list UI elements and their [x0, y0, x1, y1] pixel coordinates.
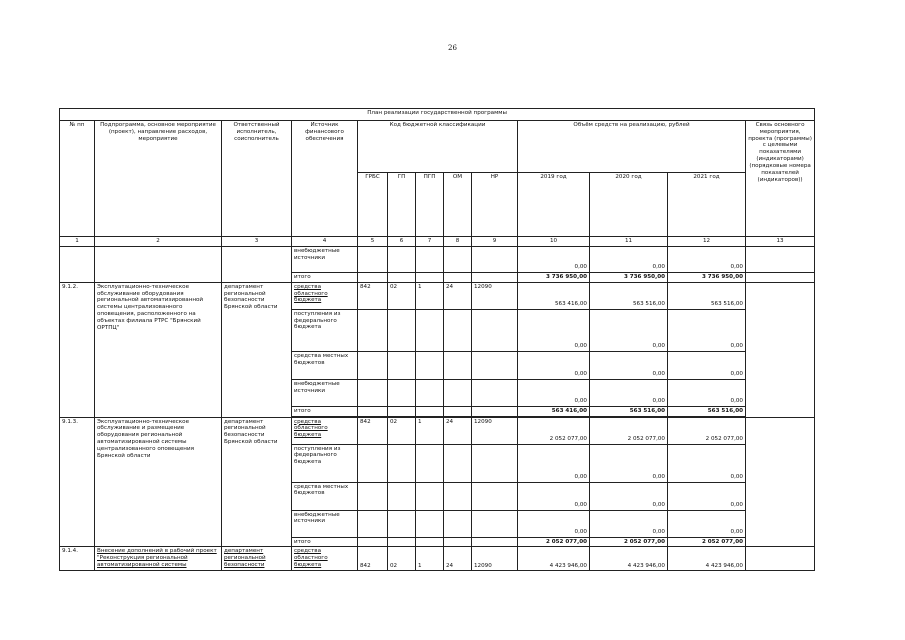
value-2020: 4 423 946,00: [590, 547, 668, 571]
col-number: 13: [746, 237, 815, 247]
source-federal: поступления из федерального бюджета: [292, 444, 358, 482]
value-2019: 2 052 077,00: [518, 417, 590, 444]
total-2019: 2 052 077,00: [518, 537, 590, 547]
value-2020: 0,00: [590, 351, 668, 379]
code-pgp: 1: [416, 282, 444, 309]
source-local: средства местных бюджетов: [292, 482, 358, 510]
item-executor: департамент региональной безопасности: [222, 547, 292, 571]
header-executor: Ответственный исполнитель, соисполнитель: [222, 121, 292, 237]
col-number: 9: [472, 237, 518, 247]
code-om: 24: [444, 417, 472, 444]
table-row: [60, 247, 815, 273]
item-description: Эксплуатационно-техническое обслуживание оборудования региональной автоматизированной системы централизованного оповещения, расположенного на объектах филиала РТРС "Брянский ОРТПЦ": [95, 282, 222, 417]
col-number: 4: [292, 237, 358, 247]
total-2020: 3 736 950,00: [590, 273, 668, 283]
value-2019: 0,00: [518, 351, 590, 379]
code-om: 24: [444, 282, 472, 309]
col-number: 10: [518, 237, 590, 247]
column-numbers-row: [60, 237, 815, 247]
header-grbs: ГРБС: [358, 173, 388, 237]
code-grbs: 842: [358, 282, 388, 309]
header-om: ОМ: [444, 173, 472, 237]
code-nr: 12090: [472, 282, 518, 309]
value-2021: 4 423 946,00: [668, 547, 746, 571]
col-number: 7: [416, 237, 444, 247]
item-executor: департамент региональной безопасности Брянской области: [222, 417, 292, 547]
code-om: 24: [444, 547, 472, 571]
code-nr: 12090: [472, 417, 518, 444]
code-pgp: 1: [416, 417, 444, 444]
value-2020: 0,00: [590, 482, 668, 510]
table-row: [60, 417, 815, 444]
source-extra: внебюджетные источники: [292, 247, 358, 273]
value-2020: 0,00: [590, 444, 668, 482]
header-volume: Объём средств на реализацию, рублей: [518, 121, 746, 173]
item-number: 9.1.2.: [60, 282, 95, 417]
source-total: итого: [292, 537, 358, 547]
header-link: Связь основного мероприятия, проекта (программы) с целевыми показателями (индикаторами) (порядковые номера показателей (индикаторов)): [746, 121, 815, 237]
total-2019: 563 416,00: [518, 406, 590, 416]
plan-table: [59, 108, 815, 571]
value-2020: 0,00: [590, 309, 668, 351]
source-regional: средства областного бюджета: [292, 547, 358, 571]
value-2020: 2 052 077,00: [590, 417, 668, 444]
value-2019: 0,00: [518, 444, 590, 482]
source-regional: средства областного бюджета: [292, 417, 358, 444]
item-description: Эксплуатационно-техническое обслуживание и размещение оборудования региональной автоматизированной системы централизованного оповещения Брянской области: [95, 417, 222, 547]
item-number: 9.1.3.: [60, 417, 95, 547]
col-number: 6: [388, 237, 416, 247]
value-2019: 0,00: [518, 510, 590, 537]
total-2019: 3 736 950,00: [518, 273, 590, 283]
total-2020: 2 052 077,00: [590, 537, 668, 547]
value-2019: 4 423 946,00: [518, 547, 590, 571]
header-nr: НР: [472, 173, 518, 237]
code-gp: 02: [388, 282, 416, 309]
value-2021: 563 516,00: [668, 282, 746, 309]
value-2021: 0,00: [668, 444, 746, 482]
source-regional: средства областного бюджета: [292, 282, 358, 309]
value-2020: 563 516,00: [590, 282, 668, 309]
page-number: 26: [448, 44, 457, 52]
value-2021: 0,00: [668, 247, 746, 273]
source-federal: поступления из федерального бюджета: [292, 309, 358, 351]
value-2020: 0,00: [590, 247, 668, 273]
code-pgp: 1: [416, 547, 444, 571]
header-gp: ГП: [388, 173, 416, 237]
total-2021: 563 516,00: [668, 406, 746, 416]
value-2019: 0,00: [518, 379, 590, 406]
table-row: [60, 547, 815, 571]
source-local: средства местных бюджетов: [292, 351, 358, 379]
header-pgp: ПГП: [416, 173, 444, 237]
code-grbs: 842: [358, 547, 388, 571]
header-2021: 2021 год: [668, 173, 746, 237]
value-2019: 0,00: [518, 309, 590, 351]
code-nr: 12090: [472, 547, 518, 571]
value-2021: 0,00: [668, 309, 746, 351]
col-number: 8: [444, 237, 472, 247]
header-budget-code: Код бюджетной классификации: [358, 121, 518, 173]
source-total: итого: [292, 406, 358, 416]
value-2021: 0,00: [668, 351, 746, 379]
table-title: План реализации государственной программы: [60, 109, 815, 121]
value-2021: 0,00: [668, 379, 746, 406]
code-grbs: 842: [358, 417, 388, 444]
value-2021: 2 052 077,00: [668, 417, 746, 444]
col-number: 3: [222, 237, 292, 247]
source-extra: внебюджетные источники: [292, 510, 358, 537]
value-2019: 0,00: [518, 247, 590, 273]
value-2019: 0,00: [518, 482, 590, 510]
header-subprogram: Подпрограмма, основное мероприятие (проект), направление расходов, мероприятие: [95, 121, 222, 237]
header-num: № пп: [60, 121, 95, 237]
header-source: Источник финансового обеспечения: [292, 121, 358, 237]
code-gp: 02: [388, 547, 416, 571]
value-2019: 563 416,00: [518, 282, 590, 309]
item-number: 9.1.4.: [60, 547, 95, 571]
col-number: 5: [358, 237, 388, 247]
header-2019: 2019 год: [518, 173, 590, 237]
value-2020: 0,00: [590, 379, 668, 406]
col-number: 12: [668, 237, 746, 247]
value-2020: 0,00: [590, 510, 668, 537]
source-extra: внебюджетные источники: [292, 379, 358, 406]
value-2021: 0,00: [668, 510, 746, 537]
col-number: 2: [95, 237, 222, 247]
header-2020: 2020 год: [590, 173, 668, 237]
col-number: 11: [590, 237, 668, 247]
item-description: Внесение дополнений в рабочий проект "Реконструкция региональной автоматизированной системы: [95, 547, 222, 571]
total-2020: 563 516,00: [590, 406, 668, 416]
value-2021: 0,00: [668, 482, 746, 510]
total-2021: 3 736 950,00: [668, 273, 746, 283]
total-2021: 2 052 077,00: [668, 537, 746, 547]
item-executor: департамент региональной безопасности Брянской области: [222, 282, 292, 417]
source-total: итого: [292, 273, 358, 283]
code-gp: 02: [388, 417, 416, 444]
col-number: 1: [60, 237, 95, 247]
table-row: [60, 282, 815, 309]
